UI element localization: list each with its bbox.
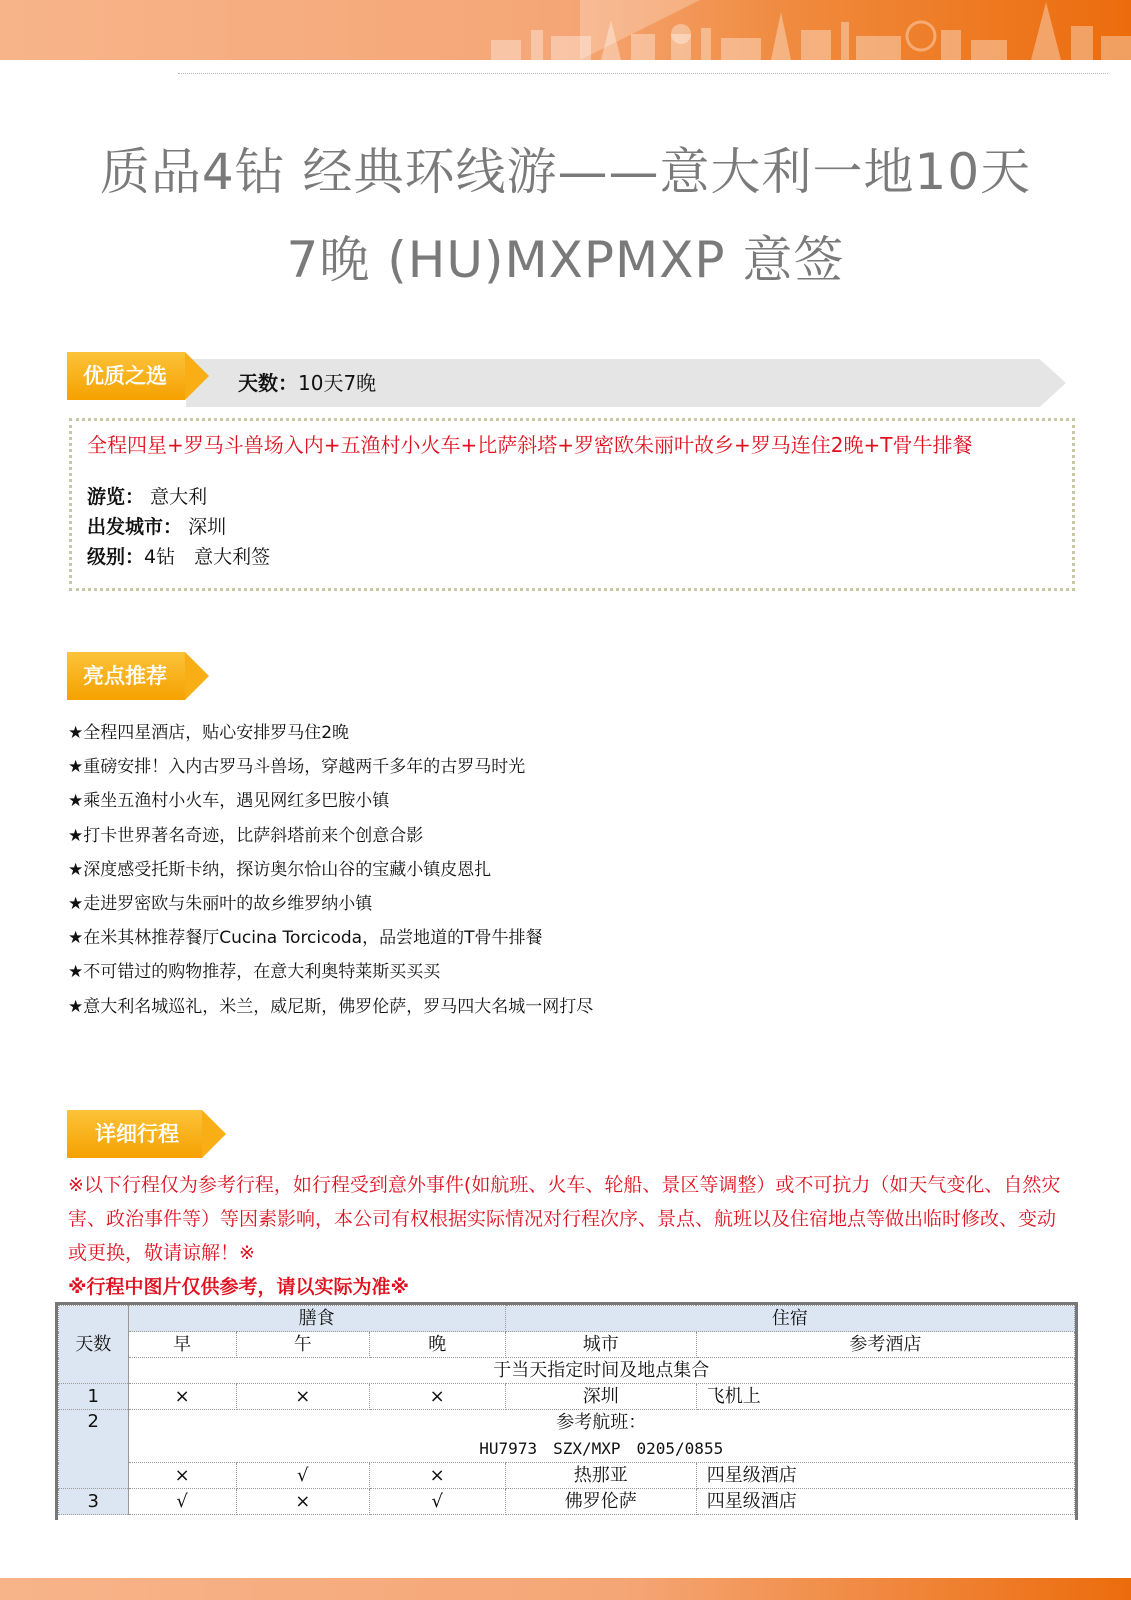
header-city: 城市 [505,1332,696,1358]
days-value: 10天7晚 [298,371,377,395]
depart-row [87,512,226,542]
day-number: 1 [59,1384,129,1410]
list-item: ★乘坐五渔村小火车，遇见网红多巴胺小镇 [68,791,390,812]
depart-label: 出发城市： [87,516,183,538]
table-row [59,1410,1075,1463]
page-title [40,128,1091,304]
city-cell: 佛罗伦萨 [505,1489,696,1515]
depart-value: 深圳 [188,516,227,538]
tour-row [87,482,207,512]
day-number: 2 [59,1410,129,1489]
list-item: ★走进罗密欧与朱丽叶的故乡维罗纳小镇 [68,893,373,914]
list-item: ★重磅安排！入内古罗马斗兽场，穿越两千多年的古罗马时光 [68,757,526,778]
title-line-2: 7晚 (HU)MXPMXP 意签 [286,231,845,289]
flight-cell [128,1410,1075,1463]
gather-note: 于当天指定时间及地点集合 [128,1358,1075,1384]
day-number: 3 [59,1489,129,1515]
list-item: ★深度感受托斯卡纳，探访奥尔恰山谷的宝藏小镇皮恩扎 [68,859,492,880]
highlight-summary: 全程四星+罗马斗兽场入内+五渔村小火车+比萨斜塔+罗密欧朱丽叶故乡+罗马连住2晚+T骨牛排餐 [87,433,973,457]
image-notice: ※行程中图片仅供参考，请以实际为准※ [68,1276,409,1298]
skyline-icon [471,0,1131,60]
breakfast-cell: × [128,1463,236,1489]
lunch-cell: × [236,1384,369,1410]
tour-label: 游览： [87,486,145,508]
bottom-banner [0,1578,1131,1600]
top-banner [0,0,1131,60]
flight-info: HU7973 SZX/MXP 0205/0855 [479,1439,724,1458]
title-line-1: 质品4钻 经典环线游——意大利一地10天 [99,143,1032,201]
level-label: 级别： [87,546,145,568]
breakfast-cell: × [128,1384,236,1410]
dinner-cell: × [369,1384,505,1410]
header-breakfast: 早 [128,1332,236,1358]
itinerary-table [55,1302,1078,1520]
table-row [59,1384,1075,1410]
dinner-cell: × [369,1463,505,1489]
list-item: ★不可错过的购物推荐，在意大利奥特莱斯买买买 [68,962,441,983]
header-divider [178,73,1108,74]
header-stay: 住宿 [505,1306,1074,1332]
highlights-list [68,716,593,1024]
header-lunch: 午 [236,1332,369,1358]
list-item: ★意大利名城巡礼，米兰，威尼斯，佛罗伦萨，罗马四大名城一网打尽 [68,996,594,1017]
list-item: ★打卡世界著名奇迹，比萨斜塔前来个创意合影 [68,825,424,846]
itinerary-notice: ※以下行程仅为参考行程，如行程受到意外事件(如航班、火车、轮船、景区等调整）或不可抗力（如天气变化、自然灾害、政治事件等）等因素影响，本公司有权根据实际情况对行程次序、景点、航班以及住宿地点等做出临时修改、变动或更换，敬请谅解！※ [68,1174,1061,1264]
lunch-cell: √ [236,1463,369,1489]
list-item: ★全程四星酒店，贴心安排罗马住2晚 [68,723,350,743]
level-row [87,542,270,572]
header-dinner: 晚 [369,1332,505,1358]
lunch-cell: × [236,1489,369,1515]
header-meals: 膳食 [128,1306,505,1332]
list-item: ★在米其林推荐餐厅Cucina Torcicoda，品尝地道的T骨牛排餐 [68,928,543,949]
hotel-cell: 四星级酒店 [696,1489,1074,1515]
highlights-tag: 亮点推荐 [67,652,185,700]
city-cell: 深圳 [505,1384,696,1410]
table-row [59,1489,1075,1515]
quality-tag: 优质之选 [67,352,185,400]
itinerary-tag: 详细行程 [67,1110,202,1158]
header-day: 天数 [59,1306,129,1384]
days-label: 天数： [238,371,298,395]
breakfast-cell: √ [128,1489,236,1515]
dinner-cell: √ [369,1489,505,1515]
flight-title: 参考航班： [556,1412,647,1433]
table-row [59,1463,1075,1489]
hotel-cell: 飞机上 [696,1384,1074,1410]
city-cell: 热那亚 [505,1463,696,1489]
days-info [238,359,376,407]
hotel-cell: 四星级酒店 [696,1463,1074,1489]
level-value: 4钻 意大利签 [144,546,271,568]
tour-value: 意大利 [150,486,208,508]
header-hotel: 参考酒店 [696,1332,1074,1358]
